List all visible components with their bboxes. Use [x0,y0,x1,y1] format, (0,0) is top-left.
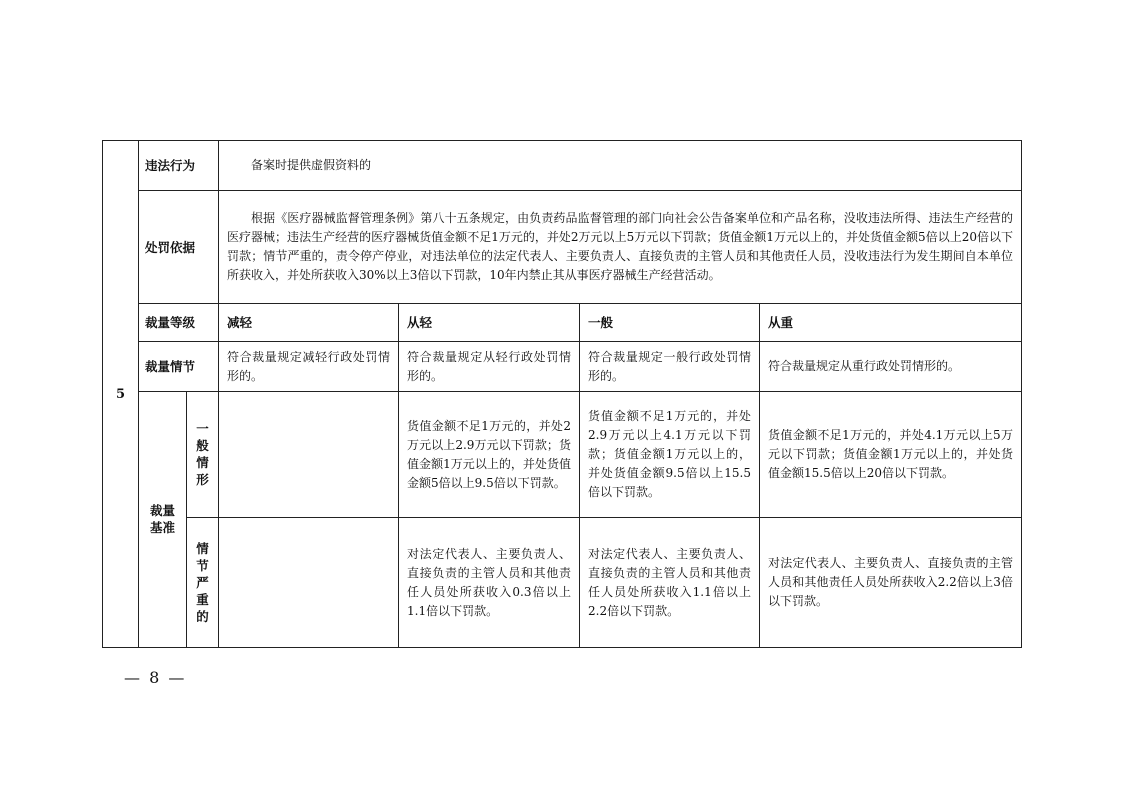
serious-standard-row [103,518,1022,648]
general-case-label: 一般情形 [187,392,219,518]
violation-text: 备案时提供虚假资料的 [219,141,1022,191]
violation-label: 违法行为 [139,141,219,191]
standards-label: 裁量基准 [139,392,187,648]
circumstance-mitigated: 符合裁量规定减轻行政处罚情形的。 [219,342,399,392]
levels-label: 裁量等级 [139,304,219,342]
level-lighter: 从轻 [399,304,580,342]
basis-text: 根据《医疗器械监督管理条例》第八十五条规定，由负责药品监督管理的部门向社会公告备案单位和产品名称，没收违法所得、违法生产经营的医疗器械；违法生产经营的医疗器械货值金额不足1万元的，并处2万元以上5万元以下罚款；货值金额1万元以上的，并处货值金额5倍以上20倍以下罚款；情节严重的，责令停产停业，对违法单位的法定代表人、主要负责人、直接负责的主管人员和其他责任人员，没收违法行为发生期间自本单位所获收入，并处所获收入30%以上3倍以下罚款，10年内禁止其从事医疗器械生产经营活动。 [219,191,1022,304]
page-number: — 8 — [124,668,187,687]
row-number: 5 [103,141,139,648]
levels-row [103,304,1022,342]
level-heavier: 从重 [760,304,1022,342]
general-general: 货值金额不足1万元的，并处2.9万元以上4.1万元以下罚款；货值金额1万元以上的，并处货值金额9.5倍以上15.5倍以下罚款。 [580,392,760,518]
circumstance-heavier: 符合裁量规定从重行政处罚情形的。 [760,342,1022,392]
circumstance-lighter: 符合裁量规定从轻行政处罚情形的。 [399,342,580,392]
general-lighter: 货值金额不足1万元的，并处2万元以上2.9万元以下罚款；货值金额1万元以上的，并处货值金额5倍以上9.5倍以下罚款。 [399,392,580,518]
circumstance-general: 符合裁量规定一般行政处罚情形的。 [580,342,760,392]
circumstances-row [103,342,1022,392]
serious-heavier: 对法定代表人、主要负责人、直接负责的主管人员和其他责任人员处所获收入2.2倍以上3倍以下罚款。 [760,518,1022,648]
serious-lighter: 对法定代表人、主要负责人、直接负责的主管人员和其他责任人员处所获收入0.3倍以上1.1倍以下罚款。 [399,518,580,648]
basis-row [103,191,1022,304]
level-general: 一般 [580,304,760,342]
general-standard-row [103,392,1022,518]
level-mitigated: 减轻 [219,304,399,342]
circumstances-label: 裁量情节 [139,342,219,392]
serious-case-label: 情节严重的 [187,518,219,648]
general-mitigated [219,392,399,518]
basis-label: 处罚依据 [139,191,219,304]
general-heavier: 货值金额不足1万元的，并处4.1万元以上5万元以下罚款；货值金额1万元以上的，并处货值金额15.5倍以上20倍以下罚款。 [760,392,1022,518]
violation-row [103,141,1022,191]
serious-mitigated [219,518,399,648]
serious-general: 对法定代表人、主要负责人、直接负责的主管人员和其他责任人员处所获收入1.1倍以上2.2倍以下罚款。 [580,518,760,648]
penalty-table [102,140,1022,648]
